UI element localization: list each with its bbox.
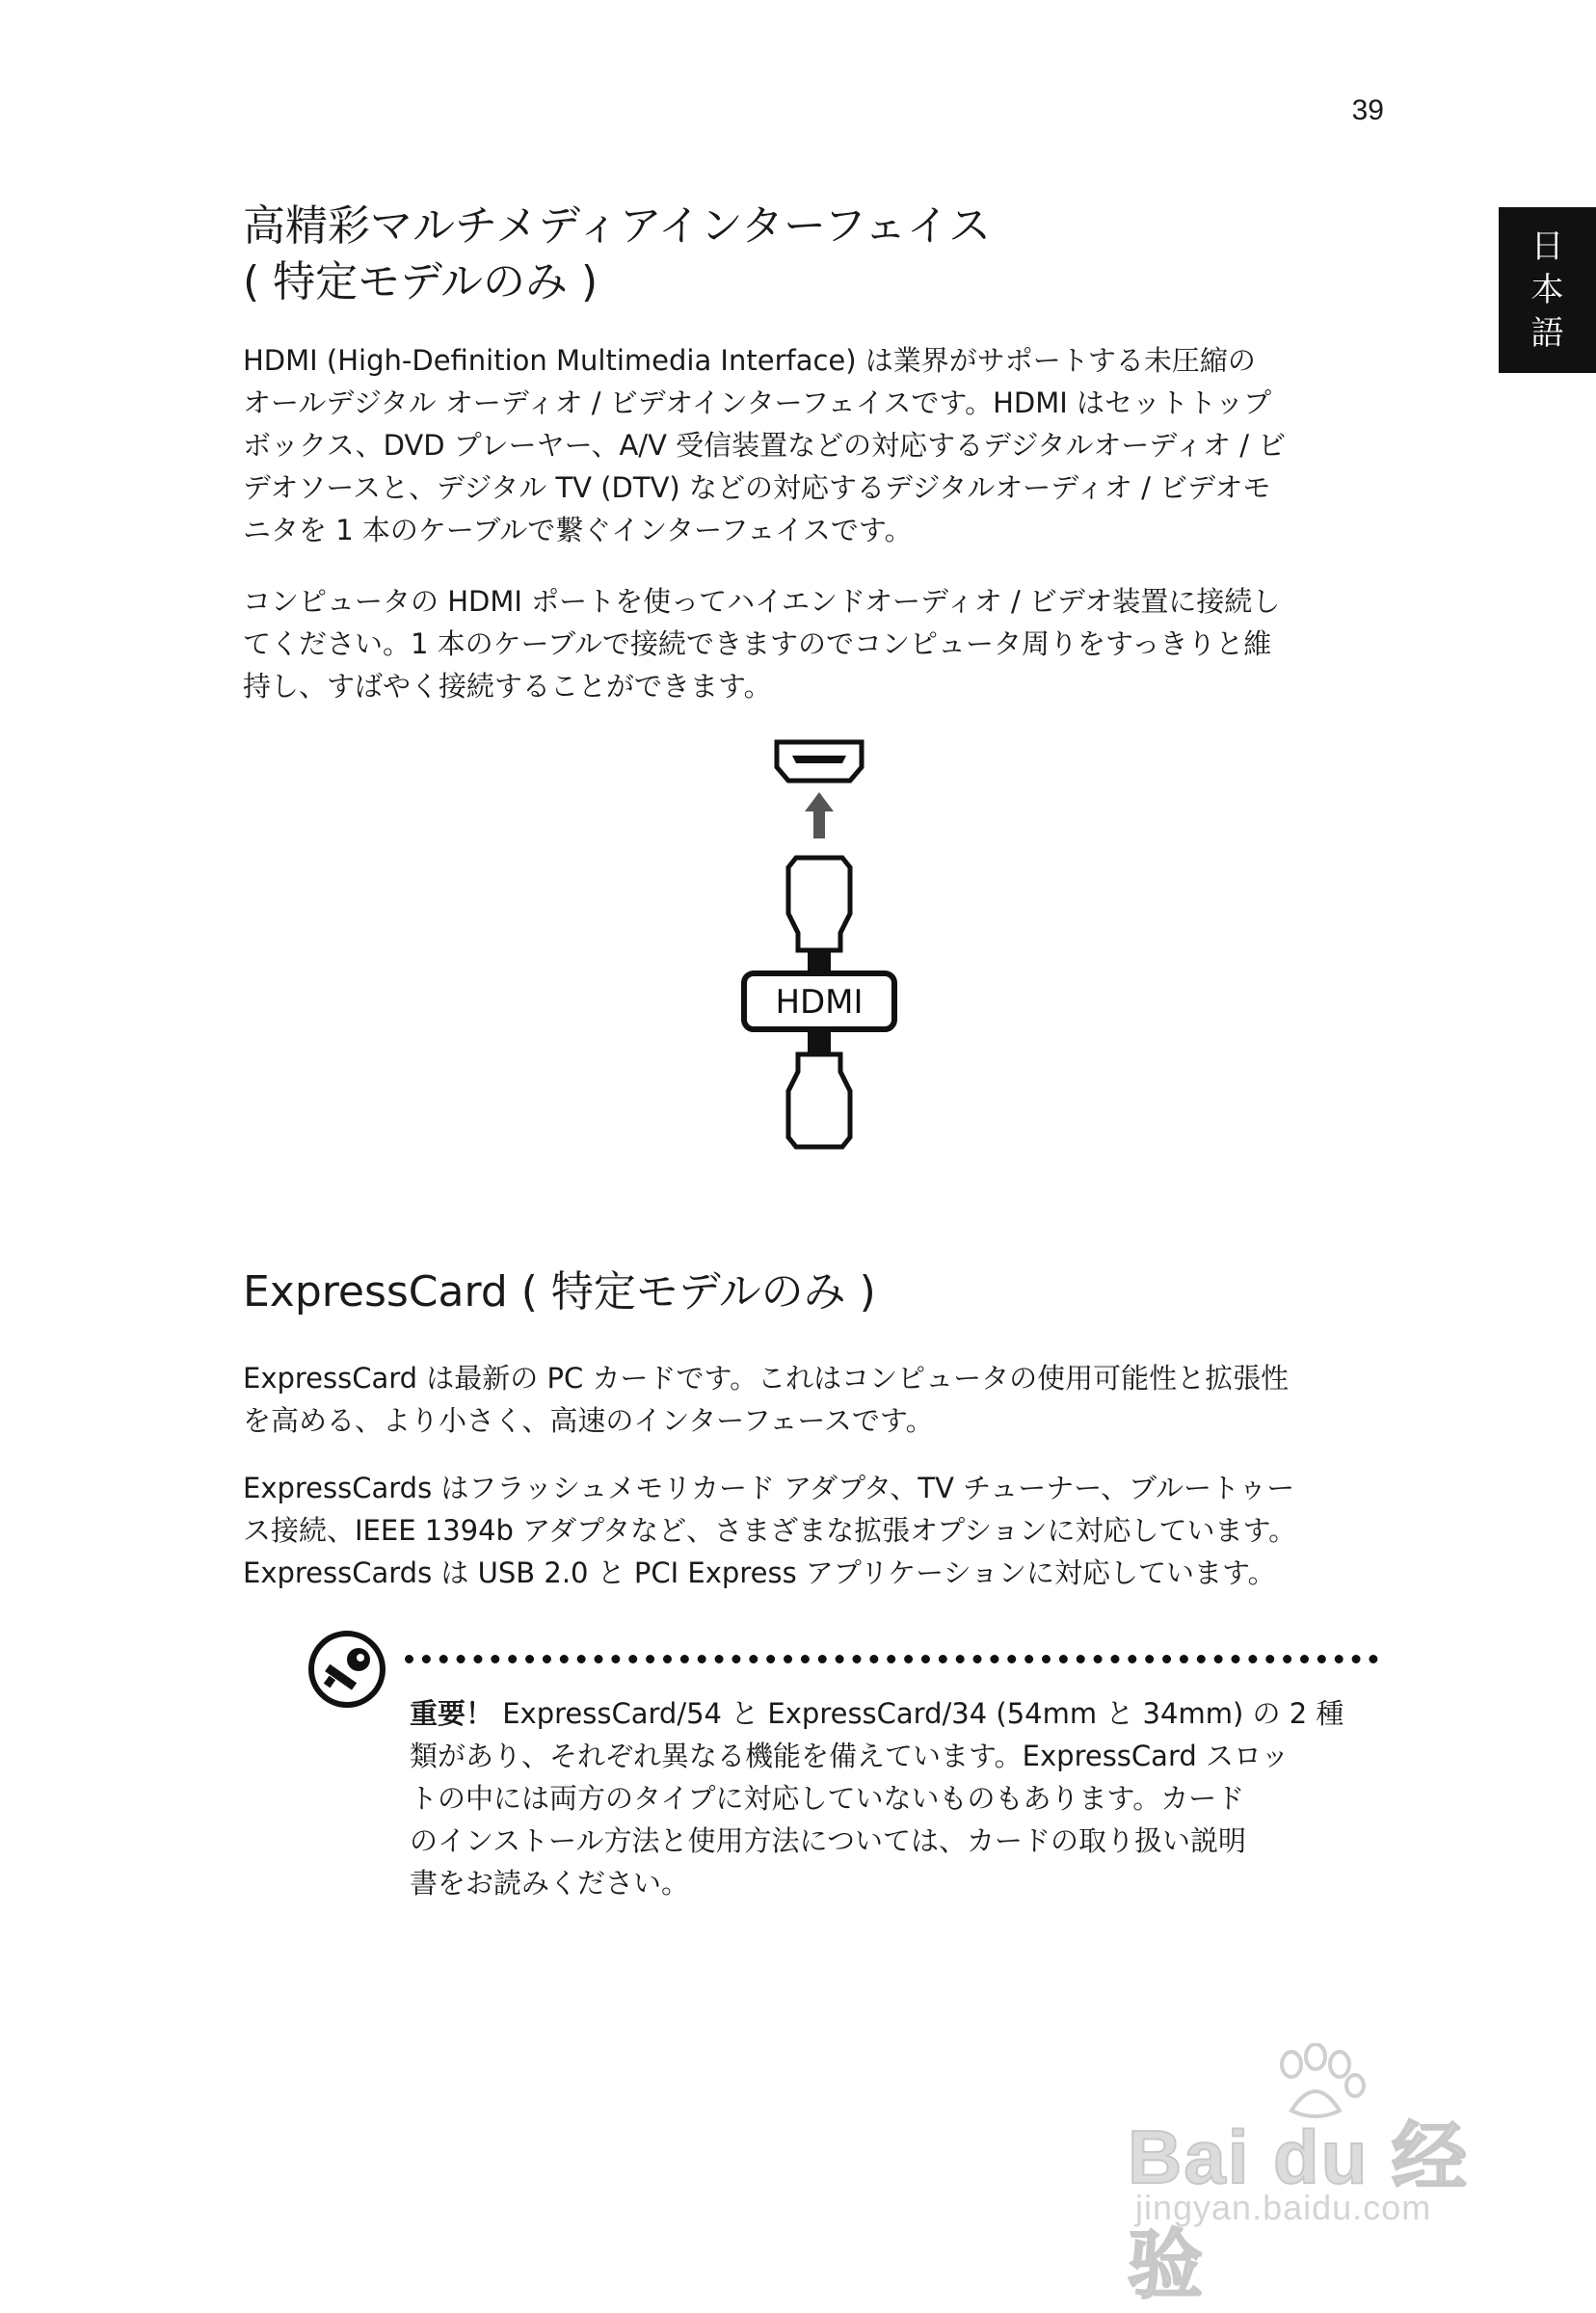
expresscard-paragraph-1 <box>243 1357 1385 1442</box>
note-line: のインストール方法と使用方法については、カードの取り扱い説明 <box>410 1824 1246 1857</box>
hdmi-paragraph-1 <box>243 339 1385 551</box>
text-line: を高める、より小さく、高速のインターフェースです。 <box>243 1404 934 1437</box>
text-line: ス接続、IEEE 1394b アダプタなど、さまざまな拡張オプションに対応しています。 <box>243 1514 1297 1547</box>
hdmi-figure-label: HDMI <box>775 983 864 1022</box>
important-note <box>410 1692 1373 1904</box>
page-number: 39 <box>1351 94 1384 126</box>
note-line: 類があり、それぞれ異なる機能を備えています。ExpressCard スロッ <box>410 1740 1290 1772</box>
key-icon <box>306 1629 387 1710</box>
hdmi-connector-icon <box>732 732 906 1185</box>
note-line: 書をお読みください。 <box>410 1867 690 1900</box>
hdmi-paragraph-2 <box>243 580 1385 707</box>
text-line: 持し、すばやく接続することができます。 <box>243 670 772 703</box>
text-line: ExpressCards はフラッシュメモリカード アダプタ、TV チューナー、ブルートゥー <box>243 1472 1295 1504</box>
expresscard-section-title: ExpressCard ( 特定モデルのみ ) <box>243 1267 876 1316</box>
language-tab-char: 本 <box>1530 270 1564 309</box>
text-line: ボックス、DVD プレーヤー、A/V 受信装置などの対応するデジタルオーディオ / ビ <box>243 429 1287 462</box>
watermark-logo: Bai du 经验 <box>1128 2114 1470 2307</box>
text-line: オールデジタル オーディオ / ビデオインターフェイスです。HDMI はセットトップ <box>243 386 1272 419</box>
text-line: ニタを 1 本のケーブルで繋ぐインターフェイスです。 <box>243 514 913 546</box>
language-tab-char: 日 <box>1530 226 1564 266</box>
note-label: 重要！ <box>410 1697 494 1730</box>
note-line-text: ExpressCard/54 と ExpressCard/34 (54mm と 34mm) の 2 種 <box>493 1697 1344 1730</box>
text-line: ExpressCard は最新の PC カードです。これはコンピュータの使用可能性と拡張性 <box>243 1362 1290 1395</box>
hdmi-title-line: ( 特定モデルのみ ) <box>243 257 598 306</box>
watermark-url: jingyan.baidu.com <box>1135 2188 1432 2227</box>
hdmi-title-line: 高精彩マルチメディアインターフェイス <box>243 201 992 251</box>
language-tab <box>1499 207 1596 373</box>
text-line: デオソースと、デジタル TV (DTV) などの対応するデジタルオーディオ / ビデオモ <box>243 471 1271 504</box>
note-line: トの中には両方のタイプに対応していないものもあります。カード <box>410 1782 1245 1815</box>
expresscard-paragraph-2 <box>243 1467 1385 1594</box>
note-divider <box>405 1655 1378 1663</box>
text-line: HDMI (High-Definition Multimedia Interface) は業界がサポートする未圧縮の <box>243 344 1256 377</box>
baidu-watermark <box>1118 2043 1523 2307</box>
text-line: てください。1 本のケーブルで接続できますのでコンピュータ周りをすっきりと維 <box>243 627 1272 660</box>
hdmi-section-title <box>243 199 991 310</box>
language-tab-char: 語 <box>1530 313 1564 353</box>
note-line <box>410 1692 1373 1735</box>
text-line: ExpressCards は USB 2.0 と PCI Express アプリケーションに対応しています。 <box>243 1556 1276 1589</box>
text-line: コンピュータの HDMI ポートを使ってハイエンドオーディオ / ビデオ装置に接続し <box>243 585 1281 618</box>
